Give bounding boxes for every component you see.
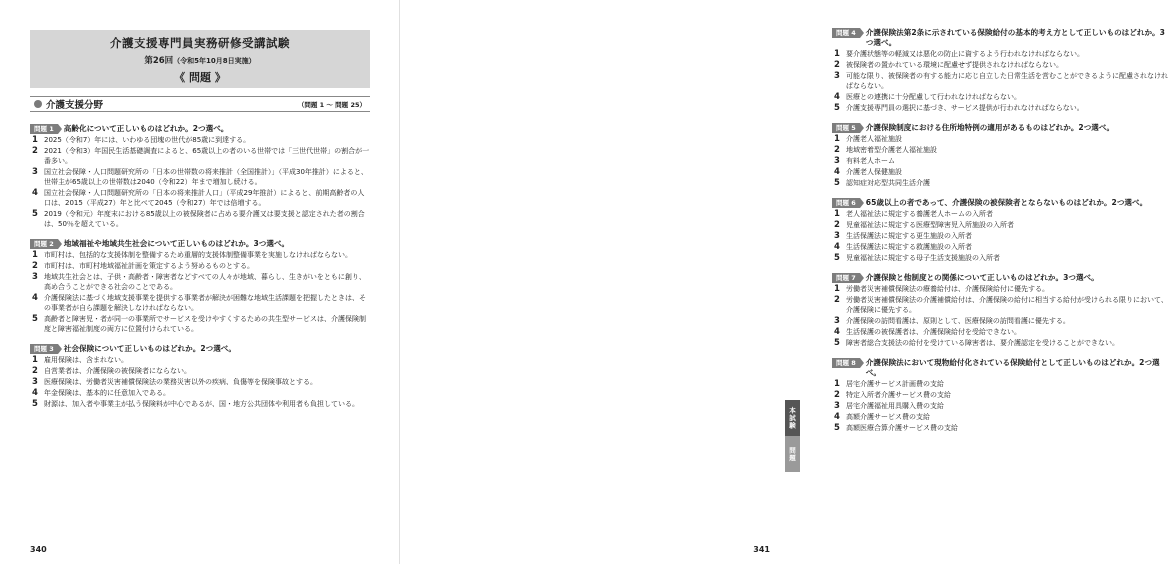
- option-number: 4: [834, 92, 840, 102]
- option-text: 特定入所者介護サービス費の支給: [846, 391, 951, 399]
- option-number: 4: [834, 167, 840, 177]
- option-text: 介護保険法に基づく地域支援事業を提供する事業者が解決が困難な地域生活課題を把握したときは、その事業者が自ら課題を解決しなければならない。: [44, 294, 366, 312]
- option-number: 5: [834, 253, 840, 263]
- option-number: 2: [32, 146, 38, 156]
- exam-date: （令和5年10月8日実施）: [173, 57, 256, 65]
- option-text: 老人福祉法に規定する養護老人ホームの入所者: [846, 210, 993, 218]
- answer-option: [832, 178, 1172, 188]
- option-number: 2: [834, 60, 840, 70]
- exam-tag: 《 問題 》: [174, 71, 226, 84]
- question-header: [30, 124, 370, 134]
- answer-option: [832, 92, 1172, 102]
- answer-option: [832, 327, 1172, 337]
- option-text: 被保険者の置かれている環境に配慮せず提供されなければならない。: [846, 61, 1063, 69]
- option-text: 生活保護法に規定する救護施設の入所者: [846, 243, 972, 251]
- question-block: [30, 239, 370, 334]
- option-text: 居宅介護福祉用具購入費の支給: [846, 402, 944, 410]
- section-heading: [30, 96, 370, 112]
- side-tab-questions[interactable]: 問題: [785, 436, 800, 472]
- option-number: 5: [834, 338, 840, 348]
- answer-option: [30, 314, 370, 334]
- option-number: 2: [32, 261, 38, 271]
- option-text: 市町村は、包括的な支援体制を整備するため重層的支援体制整備事業を実施しなければならない。: [44, 251, 352, 259]
- answer-option: [832, 295, 1172, 315]
- option-text: 有料老人ホーム: [846, 157, 895, 165]
- option-text: 児童福祉法に規定する母子生活支援施設の入所者: [846, 254, 1000, 262]
- question-text: 介護保険法第2条に示されている保険給付の基本的考え方として正しいものはどれか。3つ選べ。: [865, 28, 1165, 47]
- answer-option: [30, 272, 370, 292]
- option-number: 1: [32, 135, 38, 145]
- option-text: 児童福祉法に規定する医療型障害児入所施設の入所者: [846, 221, 1014, 229]
- question-block: [30, 344, 370, 409]
- question-header: [30, 239, 370, 249]
- exam-title: 介護支援専門員実務研修受講試験: [110, 36, 290, 50]
- answer-option: [30, 250, 370, 260]
- exam-header: [30, 30, 370, 88]
- option-number: 1: [834, 284, 840, 294]
- page-number-left: 340: [30, 545, 47, 554]
- question-number-badge: 問題 5: [832, 123, 860, 133]
- question-block: [832, 123, 1172, 188]
- question-text: 地域福祉や地域共生社会について正しいものはどれか。3つ選べ。: [63, 239, 290, 248]
- question-block: [832, 358, 1172, 433]
- answer-option: [30, 188, 370, 208]
- option-text: 地域共生社会とは、子供・高齢者・障害者などすべての人々が地域、暮らし、生きがいをともに創り、高め合うことができる社会のことである。: [44, 273, 366, 291]
- question-number-badge: 問題 7: [832, 273, 860, 283]
- question-number-badge: 問題 1: [30, 124, 58, 134]
- option-text: 財源は、加入者や事業主が払う保険料が中心であるが、国・地方公共団体や利用者も負担している。: [44, 400, 359, 408]
- answer-option: [832, 338, 1172, 348]
- option-text: 労働者災害補償保険法の療養給付は、介護保険給付に優先する。: [846, 285, 1049, 293]
- option-text: 市町村は、市町村地域福祉計画を策定するよう努めるものとする。: [44, 262, 254, 270]
- option-text: 雇用保険は、含まれない。: [44, 356, 128, 364]
- question-text: 介護保険制度における住所地特例の適用があるものはどれか。2つ選べ。: [865, 123, 1115, 132]
- option-number: 2: [834, 220, 840, 230]
- answer-option: [30, 399, 370, 409]
- answer-option: [832, 412, 1172, 422]
- answer-option: [30, 355, 370, 365]
- question-header: [30, 344, 370, 354]
- answer-option: [832, 390, 1172, 400]
- option-text: 国立社会保障・人口問題研究所の「日本の世帯数の将来推計（全国推計）」（平成30年推計）によると、世帯主が65歳以上の世帯数は2040（令和22）年まで増加し続ける。: [44, 168, 368, 186]
- option-number: 3: [32, 377, 38, 387]
- left-question-column: [30, 124, 370, 419]
- option-text: 介護老人福祉施設: [846, 135, 902, 143]
- option-number: 4: [834, 412, 840, 422]
- question-number-badge: 問題 8: [832, 358, 860, 368]
- option-text: 高齢者と障害児・者が同一の事業所でサービスを受けやすくするための共生型サービスは、介護保険制度と障害福祉制度の両方に位置付けられている。: [44, 315, 366, 333]
- question-header: [832, 123, 1172, 133]
- question-header: [832, 28, 1172, 48]
- option-number: 4: [32, 188, 38, 198]
- question-number-badge: 問題 6: [832, 198, 860, 208]
- answer-option: [30, 388, 370, 398]
- option-number: 2: [834, 145, 840, 155]
- option-number: 5: [32, 209, 38, 219]
- option-number: 5: [834, 103, 840, 113]
- option-number: 5: [834, 423, 840, 433]
- page-number-right: 341: [753, 545, 770, 554]
- option-text: 認知症対応型共同生活介護: [846, 179, 930, 187]
- answer-option: [832, 423, 1172, 433]
- answer-option: [832, 71, 1172, 91]
- option-number: 1: [834, 49, 840, 59]
- option-text: 介護支援専門員の選択に基づき、サービス提供が行われなければならない。: [846, 104, 1084, 112]
- option-number: 1: [32, 355, 38, 365]
- option-number: 5: [834, 178, 840, 188]
- option-number: 1: [32, 250, 38, 260]
- answer-option: [30, 293, 370, 313]
- option-text: 高額医療合算介護サービス費の支給: [846, 424, 958, 432]
- answer-option: [832, 145, 1172, 155]
- option-number: 3: [834, 231, 840, 241]
- answer-option: [30, 261, 370, 271]
- option-text: 労働者災害補償保険法の介護補償給付は、介護保険の給付に相当する給付が受けられる限りにおいて、介護保険に優先する。: [846, 296, 1168, 314]
- side-tab-exam[interactable]: 本試験: [785, 400, 800, 436]
- option-text: 生活保護法に規定する更生施設の入所者: [846, 232, 972, 240]
- option-number: 3: [32, 272, 38, 282]
- answer-option: [832, 60, 1172, 70]
- answer-option: [832, 103, 1172, 113]
- option-text: 介護老人保健施設: [846, 168, 902, 176]
- question-number-badge: 問題 3: [30, 344, 58, 354]
- question-text: 65歳以上の者であって、介護保険の被保険者とならないものはどれか。2つ選べ。: [865, 198, 1148, 207]
- side-tabs: [785, 400, 800, 472]
- answer-option: [30, 146, 370, 166]
- question-block: [832, 273, 1172, 348]
- answer-option: [832, 253, 1172, 263]
- option-text: 2019（令和元）年度末における85歳以上の被保険者に占める要介護又は要支援と認定された者の割合は、50％を超えている。: [44, 210, 365, 228]
- option-number: 4: [32, 293, 38, 303]
- question-block: [832, 198, 1172, 263]
- exam-session-line: [30, 54, 370, 66]
- option-number: 5: [32, 314, 38, 324]
- answer-option: [832, 49, 1172, 59]
- section-range: （問題 1 ～ 問題 25）: [297, 100, 366, 109]
- question-header: [832, 273, 1172, 283]
- option-text: 可能な限り、被保険者の有する能力に応じ自立した日常生活を営むことができるように配慮されなければならない。: [846, 72, 1168, 90]
- option-text: 2025（令和7）年には、いわゆる団塊の世代が85歳に到達する。: [44, 136, 251, 144]
- option-number: 1: [834, 134, 840, 144]
- exam-session: 第26回: [144, 56, 174, 66]
- bullet-dot-icon: [34, 100, 42, 108]
- option-number: 2: [32, 366, 38, 376]
- left-page: [0, 0, 400, 564]
- question-number-badge: 問題 4: [832, 28, 860, 38]
- option-number: 3: [834, 316, 840, 326]
- answer-option: [30, 366, 370, 376]
- answer-option: [832, 134, 1172, 144]
- question-text: 介護保険法において現物給付化されている保険給付として正しいものはどれか。2つ選べ。: [865, 358, 1160, 377]
- option-number: 4: [32, 388, 38, 398]
- option-number: 3: [32, 167, 38, 177]
- option-number: 4: [834, 242, 840, 252]
- right-question-column: [832, 28, 1172, 443]
- question-text: 社会保険について正しいものはどれか。2つ選べ。: [63, 344, 236, 353]
- answer-option: [832, 220, 1172, 230]
- option-number: 2: [834, 390, 840, 400]
- answer-option: [832, 242, 1172, 252]
- answer-option: [30, 135, 370, 145]
- answer-option: [30, 377, 370, 387]
- option-number: 1: [834, 379, 840, 389]
- option-number: 5: [32, 399, 38, 409]
- option-number: 3: [834, 156, 840, 166]
- question-text: 高齢化について正しいものはどれか。2つ選べ。: [63, 124, 229, 133]
- option-number: 4: [834, 327, 840, 337]
- answer-option: [30, 209, 370, 229]
- answer-option: [30, 167, 370, 187]
- option-text: 障害者総合支援法の給付を受けている障害者は、要介護認定を受けることができない。: [846, 339, 1119, 347]
- answer-option: [832, 316, 1172, 326]
- option-text: 地域密着型介護老人福祉施設: [846, 146, 937, 154]
- option-text: 高額介護サービス費の支給: [846, 413, 930, 421]
- option-number: 3: [834, 401, 840, 411]
- option-text: 年金保険は、基本的に任意加入である。: [44, 389, 170, 397]
- answer-option: [832, 379, 1172, 389]
- question-header: [832, 358, 1172, 378]
- option-text: 居宅介護サービス計画費の支給: [846, 380, 944, 388]
- option-text: 国立社会保障・人口問題研究所の「日本の将来推計人口」（平成29年推計）によると、前期高齢者の人口は、2015（平成27）年と比べて2045（令和27）年では倍増する。: [44, 189, 365, 207]
- answer-option: [832, 231, 1172, 241]
- question-text: 介護保険と他制度との関係について正しいものはどれか。3つ選べ。: [865, 273, 1099, 282]
- answer-option: [832, 156, 1172, 166]
- option-text: 2021（令和3）年国民生活基礎調査によると、65歳以上の者のいる世帯では「三世代世帯」の割合が一番多い。: [44, 147, 370, 165]
- option-text: 生活保護の被保護者は、介護保険給付を受給できない。: [846, 328, 1021, 336]
- section-label: 介護支援分野: [46, 100, 104, 111]
- option-text: 介護保険の訪問看護は、原則として、医療保険の訪問看護に優先する。: [846, 317, 1070, 325]
- option-text: 要介護状態等の軽減又は悪化の防止に資するよう行われなければならない。: [846, 50, 1084, 58]
- answer-option: [832, 209, 1172, 219]
- question-number-badge: 問題 2: [30, 239, 58, 249]
- option-text: 医療保険は、労働者災害補償保険法の業務災害以外の疾病、負傷等を保険事故とする。: [44, 378, 317, 386]
- option-text: 医療との連携に十分配慮して行われなければならない。: [846, 93, 1021, 101]
- option-text: 自営業者は、介護保険の被保険者にならない。: [44, 367, 191, 375]
- right-page: [400, 0, 1168, 564]
- answer-option: [832, 401, 1172, 411]
- question-block: [30, 124, 370, 229]
- option-number: 1: [834, 209, 840, 219]
- answer-option: [832, 167, 1172, 177]
- answer-option: [832, 284, 1172, 294]
- question-header: [832, 198, 1172, 208]
- question-block: [832, 28, 1172, 113]
- option-number: 2: [834, 295, 840, 305]
- option-number: 3: [834, 71, 840, 81]
